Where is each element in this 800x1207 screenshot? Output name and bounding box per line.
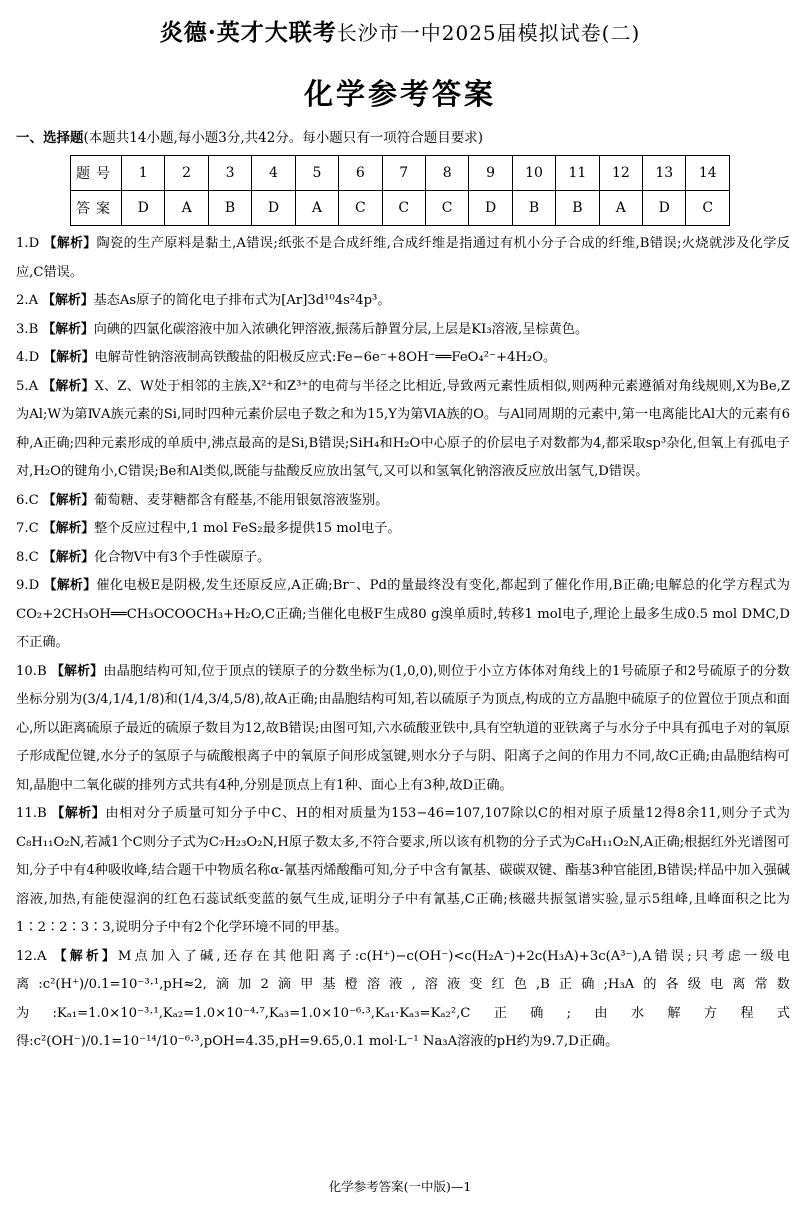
item-answer: 10.B [16,663,47,679]
section-title: 一、选择题 [16,130,84,146]
row-label-answer: 答案 [71,191,122,226]
explanation-item [16,800,790,943]
explanation-item [16,287,790,316]
item-text: 葡萄糖、麦芽糖都含有醛基,不能用银氨溶液鉴别。 [94,492,389,508]
question-number: 5 [295,156,338,191]
item-answer: 4.D [16,350,40,365]
explanation-item [16,230,790,287]
item-text: 整个反应过程中,1 mol FeS₂最多提供15 mol电子。 [94,521,401,536]
question-number: 10 [512,156,555,191]
question-number: 4 [252,156,295,191]
answer-cell: D [469,191,512,226]
explanation-item [16,658,790,801]
question-number: 11 [556,156,599,191]
item-answer: 11.B [16,806,47,821]
answer-cell: A [165,191,208,226]
analysis-tag: 【解析】 [42,321,94,337]
answer-cell: B [208,191,251,226]
question-number: 13 [643,156,686,191]
answer-row [71,191,730,226]
item-answer: 2.A [16,293,39,308]
item-answer: 8.C [16,549,39,565]
item-text: M点加入了碱,还存在其他阳离子:c(H⁺)−c(OH⁻)<c(H₂A⁻)+2c(H₃A)+3c(A³⁻),A错误;只考虑一级电离:c²(H⁺)/0.1=10⁻³·¹,pH≈2,滴加2滴甲基橙溶液,溶液变红色,B正确;H₃A的各级电离常数为:Kₐ₁=1.0×10⁻³·¹,Kₐ₂=1.0×10⁻⁴·⁷,Kₐ₃=1.0×10⁻⁶·³,Kₐ₁·Kₐ₃=Kₐ₂²,C正确;由水解方程式得:c²(OH⁻)/0.1=10⁻¹⁴/10⁻⁶·³,pOH=4.35,pH=9.65,0.1 mol·L⁻¹ Na₃A溶液的pH约为9.7,D正确。 [16,948,790,1049]
answer-cell: C [382,191,425,226]
answer-cell: B [512,191,555,226]
page-title: 化学参考答案 [303,77,496,111]
answer-cell: D [122,191,165,226]
section-note: (本题共14小题,每小题3分,共42分。每小题只有一项符合题目要求) [83,130,484,146]
question-number: 7 [382,156,425,191]
question-number: 14 [686,156,730,191]
exam-header [0,14,800,47]
item-answer: 7.C [16,521,39,536]
item-text: 催化电极E是阴极,发生还原反应,A正确;Br⁻、Pd的量最终没有变化,都起到了催化作用,B正确;电解总的化学方程式为CO₂+2CH₃OH══CH₃OCOOCH₃+H₂O,C正确;当催化电极F生成80 g溴单质时,转移1 mol电子,理论上最多生成0.5 mol DMC,D不正确。 [16,578,790,650]
analysis-tag: 【解析】 [53,948,118,964]
explanation-item [16,373,790,487]
question-number: 2 [165,156,208,191]
question-number: 6 [339,156,382,191]
answer-cell: C [339,191,382,226]
question-number: 9 [469,156,512,191]
question-number: 8 [425,156,468,191]
explanation-item [16,943,790,1057]
exam-name: 长沙市一中2025届模拟试卷(二) [336,21,641,45]
row-label-number: 题号 [71,156,122,191]
explanation-item [16,316,790,345]
question-number: 12 [599,156,642,191]
analysis-tag: 【解析】 [42,293,94,308]
analysis-tag: 【解析】 [51,663,104,679]
question-number: 3 [208,156,251,191]
item-answer: 3.B [16,321,39,337]
answer-cell: A [295,191,338,226]
analysis-tag: 【解析】 [42,378,95,394]
brand-name: 炎德·英才大联考 [159,19,337,46]
analysis-tag: 【解析】 [51,806,106,821]
explanations [16,230,790,1057]
answer-table [70,155,730,226]
item-answer: 9.D [16,578,40,593]
question-number-row [71,156,730,191]
analysis-tag: 【解析】 [42,492,95,508]
item-answer: 12.A [16,948,47,964]
item-text: 向碘的四氯化碳溶液中加入浓碘化钾溶液,振荡后静置分层,上层是KI₃溶液,呈棕黄色。 [93,321,589,337]
answer-cell: D [252,191,295,226]
answer-cell: D [643,191,686,226]
analysis-tag: 【解析】 [43,578,97,593]
analysis-tag: 【解析】 [43,236,97,251]
section-heading [16,126,483,146]
answer-cell: A [599,191,642,226]
item-text: 电解苛性钠溶液制高铁酸盐的阳极反应式:Fe−6e⁻+8OH⁻══FeO₄²⁻+4H₂O。 [94,350,557,365]
item-answer: 6.C [16,492,39,508]
explanation-item [16,544,790,573]
answer-cell: C [425,191,468,226]
item-text: 由相对分子质量可知分子中C、H的相对质量为153−46=107,107除以C的相对原子质量12得8余11,则分子式为C₈H₁₁O₂N,若减1个C则分子式为C₇H₂₃O₂N,H原子数太多,不符合要求,所以该有机物的分子式为C₈H₁₁O₂N,A正确;根据红外光谱图可知,分子中有4种吸收峰,结合题干中物质名称α-氰基丙烯酸酯可知,分子中含有氰基、碳碳双键、酯基3种官能团,B错误;样品中加入强碱溶液,加热,有能使湿润的红色石蕊试纸变蓝的氨气生成,证明分子中有氰基,C正确;核磁共振氢谱实验,显示5组峰,且峰面积之比为1∶2∶2∶3∶3,说明分子中有2个化学环境不同的甲基。 [16,806,790,935]
item-answer: 5.A [16,378,39,394]
answer-cell: C [686,191,730,226]
analysis-tag: 【解析】 [42,521,95,536]
explanation-item [16,487,790,516]
question-number: 1 [122,156,165,191]
item-text: 化合物V中有3个手性碳原子。 [94,549,271,565]
analysis-tag: 【解析】 [43,350,95,365]
analysis-tag: 【解析】 [42,549,95,565]
item-text: 陶瓷的生产原料是黏土,A错误;纸张不是合成纤维,合成纤维是指通过有机小分子合成的纤维,B错误;火烧就涉及化学反应,C错误。 [16,236,790,280]
answer-cell: B [556,191,599,226]
page-footer: 化学参考答案(一中版)—1 [328,1179,472,1194]
item-answer: 1.D [16,236,40,251]
item-text: X、Z、W处于相邻的主族,X²⁺和Z³⁺的电荷与半径之比相近,导致两元素性质相似,则两种元素遵循对角线规则,X为Be,Z为Al;W为第ⅣA族元素的Si,同时四种元素价层电子数之和为15,Y为第ⅥA族的O。与Al同周期的元素中,第一电离能比Al大的元素有6种,A正确;四种元素形成的单质中,沸点最高的是Si,B错误;SiH₄和H₂O中心原子的价层电子对数都为4,都采取sp³杂化,但氧上有孤电子对,H₂O的键角小,C错误;Be和Al类似,既能与盐酸反应放出氢气,又可以和氢氧化钠溶液反应放出氢气,D错误。 [16,378,790,479]
explanation-item [16,515,790,544]
item-text: 基态As原子的简化电子排布式为[Ar]3d¹⁰4s²4p³。 [93,293,391,308]
explanation-item [16,344,790,373]
explanation-item [16,572,790,658]
item-text: 由晶胞结构可知,位于顶点的镁原子的分数坐标为(1,0,0),则位于小立方体体对角线上的1号硫原子和2号硫原子的分数坐标分别为(3/4,1/4,1/8)和(1/4,3/4,5/8),故A正确;由晶胞结构可知,若以硫原子为顶点,构成的立方晶胞中硫原子的位置位于顶点和面心,所以距离硫原子最近的硫原子数目为12,故B错误;由图可知,六水硫酸亚铁中,具有空轨道的亚铁离子与水分子中具有孤电子对的氧原子形成配位键,水分子的氢原子与硫酸根离子中的氧原子间形成氢键,则水分子与阴、阳离子之间的作用力不同,故C正确;由晶胞结构可知,晶胞中二氧化碳的排列方式共有4种,分别是顶点上有1种、面心上有3种,故D正确。 [16,663,790,793]
